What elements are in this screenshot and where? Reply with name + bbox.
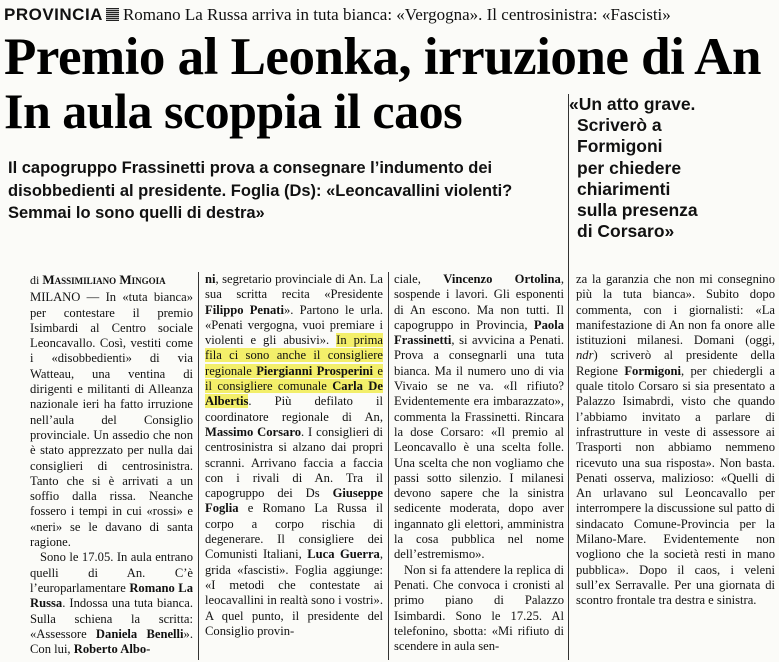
pull-quote (569, 94, 777, 242)
pull-quote-line: sulla presenza (577, 200, 698, 221)
text-run: za la garanzia che non mi consegnino più la tuta bianca». Subito dopo commenta, con i giornalisti: «La manifestazione di An non fa onore alle istituzioni milanesi. Domani (oggi, (576, 272, 775, 348)
person-name: Piergianni Prosperini (256, 363, 374, 378)
text-run: e Romano La Russa il corpo a corpo rischia di degenerare. Il consigliere dei Comunisti Italiani, (205, 501, 383, 562)
text-run: , per chiedergli a quale titolo Corsaro si sia presentato a Palazzo Isimabrdi, visto che quando l’abbiamo invitato a parlare di infrastrutture in veste di assessore ai Trasporti non abbiamo nemmeno ricevuto una sua risposta». Non basta. Penati osserva, malizioso: «Quelli di An urlavano sul Leoncavallo per interrompere la discussione sul patto di sindacato Comune-Provincia per la Milano-Mare. Evidentemente non vogliono che la società resti in mano pubblica». Dopo il caos, i veleni sull’ex Serravalle. Per una giornata di scontro frontale tra destra e sinistra. (576, 363, 775, 608)
person-name: Paola Frassinetti (394, 317, 564, 348)
pull-quote-line: «Un atto grave. (569, 94, 696, 114)
text-run: Sono le 17.05. In aula entrano quelli di An. C’è l’europarlamentare (30, 550, 193, 595)
person-name: Filippo Penati (205, 302, 284, 317)
pull-quote-line: chiarimenti (577, 178, 671, 199)
pull-quote-line: di Corsaro» (577, 221, 675, 242)
paragraph (30, 550, 193, 657)
paragraph (576, 272, 775, 609)
text-run: Non si fa attendere la replica di Penati. Che convoca i cronisti al primo piano di Palazzo Isimbardi. Sono le 17.25. Al telefonino, sbotta: «Mi rifiuto di scendere in aula sen- (394, 562, 564, 654)
person-name: Giuseppe Foglia (205, 486, 383, 516)
byline-prefix: di (30, 273, 40, 287)
person-name: Roberto Albo- (73, 642, 151, 657)
text-run: , si avvicina a Penati. Prova a consegnarli una tuta bianca. Ma il numero uno di via Vivaio se ne va. «Il rifiuto? Evidentemente era imbarazzato», commenta la Frassinetti. Rincara la dose Corsaro: «Il premio al Leoncavallo è una scelta folle. Una scelta che non vogliamo che passi sotto silenzio. I milanesi devono sapere che la sinistra sedicente moderata, dopo aver ingannato gli elettori, amministra la cosa pubblica nel nome dell’estremismo». (394, 333, 564, 562)
paragraph (205, 272, 383, 639)
text-run: In prima fila ci sono anche il consigliere regionale (205, 333, 383, 378)
article-column-1 (30, 272, 193, 660)
text-run: . Più defilato il coordinatore regionale di An, (205, 394, 383, 424)
text-run: ». Partono le urla. «Penati vergogna, vuoi premiare i violenti e gli abusivi». (205, 302, 383, 348)
kicker-text: Romano La Russa arriva in tuta bianca: «Vergogna». Il centrosinistra: «Fascisti» (122, 5, 671, 24)
headline-line-1: Premio al Leonka, irruzione di An (4, 28, 761, 86)
article-column-3 (394, 272, 564, 660)
byline-author: Massimiliano Mingoia (42, 272, 166, 287)
text-run: ciale, (394, 272, 444, 286)
person-name: Luca Guerra (307, 547, 380, 562)
grid-pattern-icon (106, 8, 119, 21)
byline (30, 272, 193, 288)
person-name: Formigoni (624, 363, 681, 378)
paragraph (394, 272, 564, 563)
text-run: , grida «fascisti». Foglia aggiunge: «I metodi che contestate ai leocavallini in realtà sono i vostri». A quel punto, il presidente del Consiglio provin- (205, 547, 383, 638)
text-run: e il consigliere comunale (205, 363, 383, 394)
editor-note: ndr (576, 348, 594, 363)
subheadline: Il capogruppo Frassinetti prova a consegnare l’indumento dei disobbedienti al presidente. Foglia (Ds): «Leoncavallini violenti? Semmai lo sono quelli di destra» (8, 159, 513, 222)
column-divider (568, 94, 569, 660)
column-divider (198, 272, 199, 660)
person-name: Daniela Benelli (95, 626, 184, 641)
text-run: , segretario provinciale di An. La sua scritta recita «Presidente (205, 272, 383, 302)
text-run: , sospende i lavori. Gli esponenti di An escono. Ma non tutti. Il capogruppo in Provincia, (394, 272, 564, 332)
text-run: . I consiglieri di centrosinistra si alzano dai propri scranni. Arrivano faccia a faccia con i rivali di An. Tra il capogruppo dei Ds (205, 424, 383, 501)
text-run: ) scriverò al presidente della Regione (576, 348, 775, 378)
column-divider (388, 272, 389, 660)
pull-quote-line: Formigoni (577, 136, 663, 157)
pull-quote-line: per chiedere (577, 157, 682, 178)
person-name: Massimo Corsaro (205, 424, 302, 439)
paragraph (30, 290, 193, 550)
person-name: Carla De Albertis (205, 379, 383, 409)
section-label: PROVINCIA (4, 5, 103, 24)
kicker-line (4, 3, 671, 27)
person-name: Vincenzo Ortolina (443, 272, 561, 286)
pull-quote-line: Scriverò a (577, 115, 662, 136)
paragraph (394, 563, 564, 655)
text-run: MILANO — In «tuta bianca» per contestare il premio Isimbardi al Centro sociale Leoncavallo. Così, vestiti come i «disobbedienti» di via Watteau, una ventina di dirigenti e militanti di Alleanza nazionale ieri ha fatto irruzione nell’aula del Consiglio provinciale. Un assedio che non è stato apprezzato per nulla dai consiglieri di centrosinistra. Tanto che si è arrivati a un soffio dalla rissa. Neanche fossero i tempi in cui «rossi» e «neri» se le davano di santa ragione. (30, 290, 193, 550)
article-column-4 (576, 272, 775, 660)
headline-line-2: In aula scoppia il caos (4, 83, 463, 139)
person-name: ni (205, 272, 216, 286)
person-name: Romano La Russa (30, 580, 193, 611)
text-run: . Indossa una tuta bianca. Sulla schiena la scritta: «Assessore (30, 596, 193, 641)
text-run: ». Con lui, (30, 626, 193, 657)
article-column-2 (205, 272, 383, 660)
